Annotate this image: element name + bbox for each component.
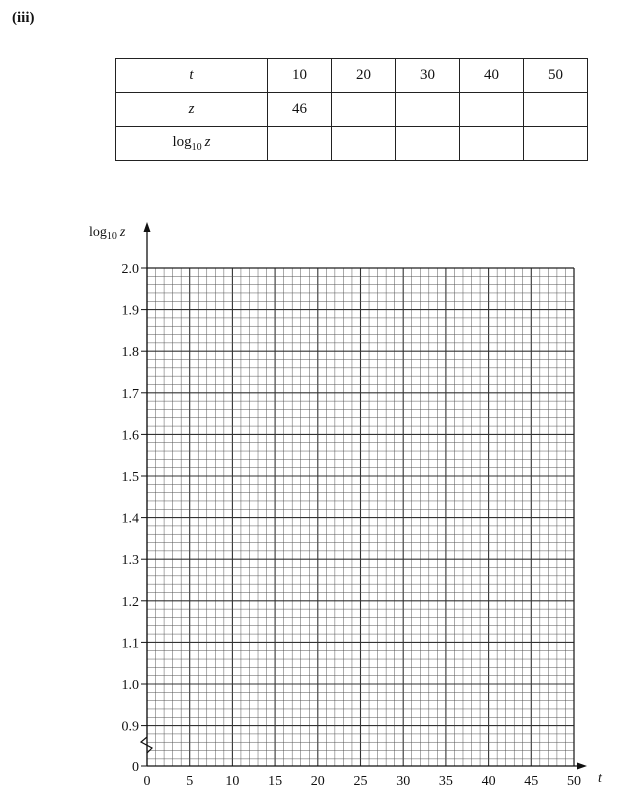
x-tick-label: 35 xyxy=(438,774,453,789)
table-cell: 40 xyxy=(460,59,524,93)
y-tick-label: 1.9 xyxy=(121,303,139,319)
table-header-t: t xyxy=(116,59,268,93)
y-axis-label: $\log_{10} z$ xyxy=(89,225,126,242)
table-cell: 10 xyxy=(268,59,332,93)
x-axis-label: t xyxy=(598,771,602,786)
log-var: z xyxy=(204,134,211,150)
y-tick-label: 0.9 xyxy=(121,719,139,735)
x-tick-label: 15 xyxy=(268,774,283,789)
axes xyxy=(141,222,587,770)
x-tick-label: 10 xyxy=(225,774,240,789)
table-cell: 46 xyxy=(268,93,332,127)
x-axis-arrow-icon xyxy=(577,763,587,770)
y-tick-label: 1.0 xyxy=(121,678,139,693)
y-tick-label: 1.3 xyxy=(121,553,139,569)
table-cell: 50 xyxy=(524,59,588,93)
x-tick-label: 25 xyxy=(353,774,368,789)
x-tick-label: 5 xyxy=(186,774,194,789)
x-tick-label: 20 xyxy=(310,774,325,789)
y-tick-label: 1.1 xyxy=(121,636,139,652)
y-tick-label: 1.4 xyxy=(121,511,139,527)
grid-lines xyxy=(147,268,574,766)
y-tick-label: 1.7 xyxy=(121,386,139,402)
x-tick-label: 50 xyxy=(567,774,581,789)
y-tick-label: 1.6 xyxy=(121,428,139,444)
table-header-z: z xyxy=(116,93,268,127)
x-tick-label: 40 xyxy=(481,774,496,789)
table-cell: 30 xyxy=(396,59,460,93)
y-tick-label: 1.5 xyxy=(121,470,139,485)
y-axis-arrow-icon xyxy=(144,222,151,232)
x-tick-label: 45 xyxy=(524,774,539,789)
table-cell: 20 xyxy=(332,59,396,93)
part-label: (iii) xyxy=(12,10,35,26)
x-tick-label: 30 xyxy=(396,774,411,789)
log-prefix: log xyxy=(172,134,192,150)
log-sub: 10 xyxy=(191,142,202,153)
x-tick-label: 0 xyxy=(143,774,151,789)
y-tick-label: 1.8 xyxy=(121,345,139,361)
y-tick-label: 1.2 xyxy=(121,594,139,610)
tick-labels xyxy=(122,262,582,789)
y-tick-label: 2.0 xyxy=(121,262,139,277)
y-tick-label: 0 xyxy=(132,760,139,775)
